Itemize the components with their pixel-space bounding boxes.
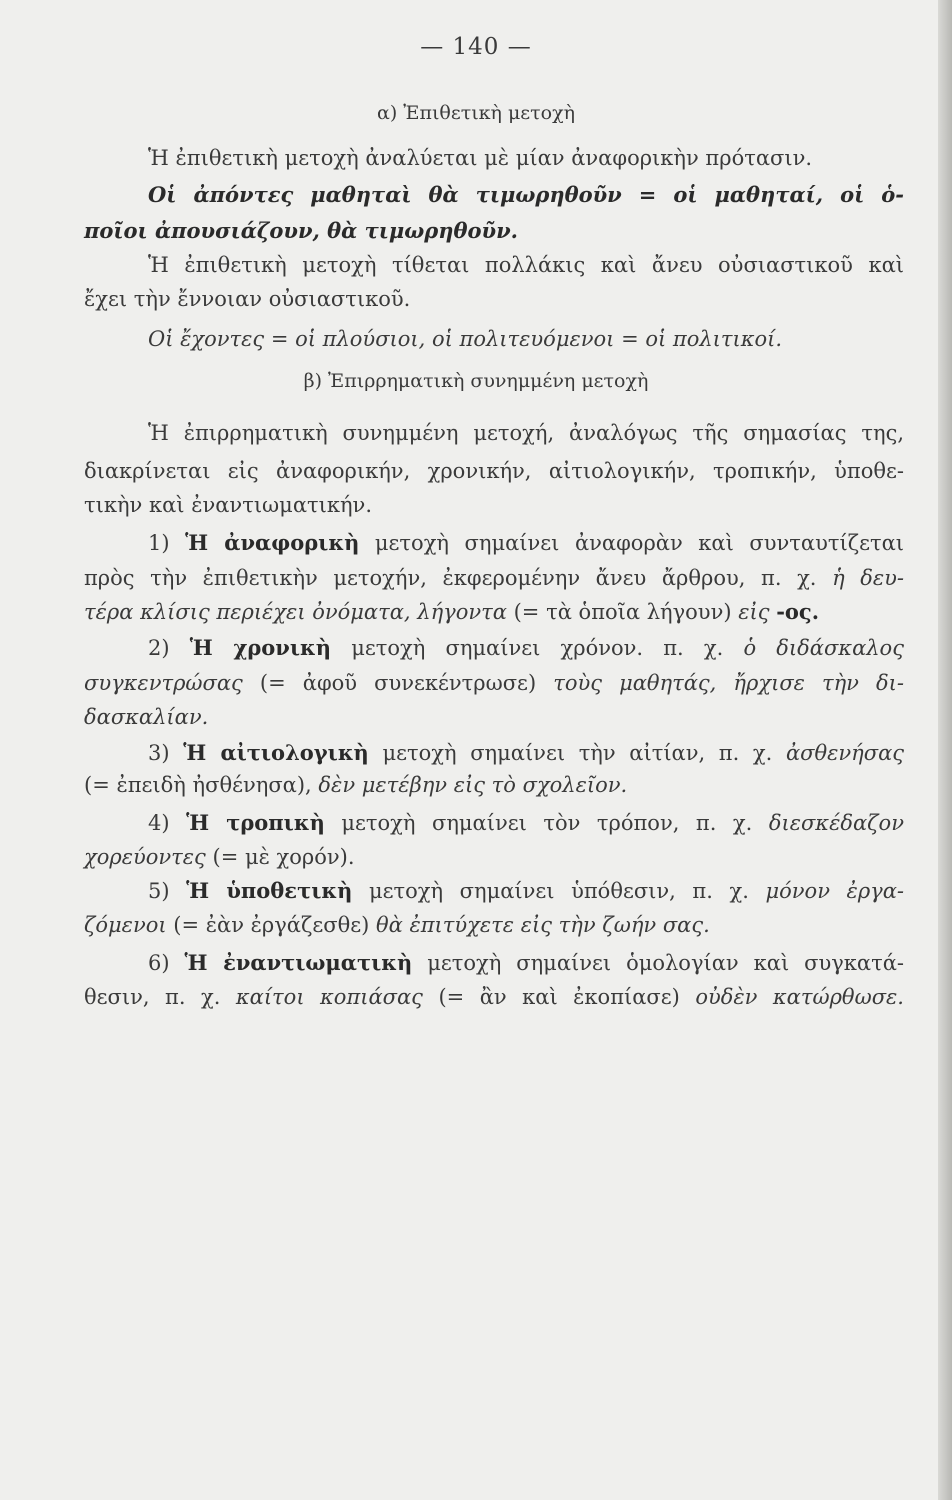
item-example: εἰς xyxy=(738,600,770,624)
item-example: τοὺς μαθητάς, ἤρχισε τὴν δι- xyxy=(553,671,904,695)
item-1-line-3 xyxy=(84,597,904,627)
sec-a-example-1-line-1: Οἱ ἀπόντες μαθηταὶ θὰ τιμωρηθοῦν = οἱ μαθηταί, οἱ ὁ- xyxy=(148,182,904,207)
item-6-line-1 xyxy=(148,948,904,978)
item-text: μετοχὴ σημαίνει τὴν αἰτίαν, π. χ. xyxy=(382,741,773,765)
sec-a-paragraph-1: Ἡ ἐπιθετικὴ μετοχὴ ἀναλύεται μὲ μίαν ἀναφορικὴν πρότασιν. xyxy=(148,146,813,170)
item-example: δὲν μετέβην εἰς τὸ σχολεῖον. xyxy=(318,773,628,797)
item-example: ὁ διδάσκαλος xyxy=(743,636,904,660)
section-a-heading: α) Ἐπιθετικὴ μετοχὴ xyxy=(376,102,575,124)
item-suffix: -ος. xyxy=(776,599,820,624)
item-term: Ἡ χρονικὴ xyxy=(189,635,332,660)
item-5-line-2 xyxy=(84,910,904,940)
item-example: καίτοι κοπιάσας xyxy=(235,985,423,1009)
section-b-heading: β) Ἐπιρρηματικὴ συνημμένη μετοχὴ xyxy=(303,370,649,392)
sec-a-example-2: Οἱ ἔχοντες = οἱ πλούσιοι, οἱ πολιτευόμενοι = οἱ πολιτικοί. xyxy=(148,327,783,351)
item-4-line-2 xyxy=(84,842,904,872)
sec-b-intro-line-2: διακρίνεται εἰς ἀναφορικήν, χρονικήν, αἰτιολογικήν, τροπικήν, ὑποθε- xyxy=(84,459,904,483)
item-example: ζόμενοι xyxy=(84,913,167,937)
item-text: πρὸς τὴν ἐπιθετικὴν μετοχήν, ἐκφερομένην ἄνευ ἄρθρου, π. χ. xyxy=(84,566,817,590)
sec-a-paragraph-2-line-2: ἔχει τὴν ἔννοιαν οὐσιαστικοῦ. xyxy=(84,287,411,311)
item-text: (= ἐὰν ἐργάζεσθε) xyxy=(173,913,370,937)
item-5-line-1 xyxy=(148,876,904,906)
item-1-line-1 xyxy=(148,528,904,558)
page-number: — 140 — xyxy=(420,34,532,60)
item-example: τέρα κλίσις περιέχει ὀνόματα, λήγοντα xyxy=(84,600,507,624)
item-text: μετοχὴ σημαίνει χρόνον. π. χ. xyxy=(351,636,724,660)
item-text: μετοχὴ σημαίνει ὑπόθεσιν, π. χ. xyxy=(368,879,749,903)
item-text: (= ἀφοῦ συνεκέντρωσε) xyxy=(259,671,537,695)
item-term: Ἡ ὑποθετικὴ xyxy=(186,878,353,903)
sec-a-example-1-line-2: ποῖοι ἀπουσιάζουν, θὰ τιμωρηθοῦν. xyxy=(84,218,518,243)
item-number: 5) xyxy=(148,879,170,903)
sec-a-paragraph-2-line-1: Ἡ ἐπιθετικὴ μετοχὴ τίθεται πολλάκις καὶ ἄνευ οὐσιαστικοῦ καὶ xyxy=(148,253,904,277)
item-4-line-1 xyxy=(148,808,904,838)
item-term: Ἡ ἀναφορικὴ xyxy=(185,530,360,555)
item-number: 1) xyxy=(148,531,170,555)
item-text: μετοχὴ σημαίνει τὸν τρόπον, π. χ. xyxy=(341,811,753,835)
item-3-line-1 xyxy=(148,738,904,768)
item-example: ἡ δευ- xyxy=(832,566,904,590)
item-term: Ἡ ἐναντιωματικὴ xyxy=(184,950,413,975)
item-6-line-2 xyxy=(84,982,904,1012)
item-text: θεσιν, π. χ. xyxy=(84,985,221,1009)
item-number: 6) xyxy=(148,951,170,975)
item-text: μετοχὴ σημαίνει ἀναφορὰν καὶ συνταυτίζεται xyxy=(374,531,904,555)
item-3-line-2 xyxy=(84,770,904,800)
sec-b-intro-line-3: τικὴν καὶ ἐναντιωματικήν. xyxy=(84,493,373,517)
item-text: (= ἂν καὶ ἐκοπίασε) xyxy=(438,985,680,1009)
item-2-line-3: δασκαλίαν. xyxy=(84,705,209,729)
item-number: 2) xyxy=(148,636,170,660)
page-edge xyxy=(938,0,952,1500)
item-2-line-1 xyxy=(148,633,904,663)
item-number: 3) xyxy=(148,741,170,765)
item-text: (= τὰ ὁποῖα λήγουν) xyxy=(513,600,732,624)
item-1-line-2 xyxy=(84,563,904,593)
sec-b-intro-line-1: Ἡ ἐπιρρηματικὴ συνημμένη μετοχή, ἀναλόγως τῆς σημασίας της, xyxy=(148,421,904,445)
item-example: θὰ ἐπιτύχετε εἰς τὴν ζωήν σας. xyxy=(375,913,710,937)
item-example: ἀσθενήσας xyxy=(785,741,905,765)
item-number: 4) xyxy=(148,811,170,835)
item-text: (= ἐπειδὴ ἠσθένησα), xyxy=(84,773,312,797)
item-example: μόνον ἐργα- xyxy=(765,879,904,903)
item-text: μετοχὴ σημαίνει ὁμολογίαν καὶ συγκατά- xyxy=(427,951,904,975)
item-example: χορεύοντες xyxy=(84,845,206,869)
item-example: οὐδὲν κατώρθωσε. xyxy=(695,985,904,1009)
item-2-line-2 xyxy=(84,668,904,698)
item-term: Ἡ τροπικὴ xyxy=(186,810,325,835)
item-example: συγκεντρώσας xyxy=(84,671,243,695)
item-text: (= μὲ χορόν). xyxy=(212,845,355,869)
item-term: Ἡ αἰτιολογικὴ xyxy=(183,740,369,765)
item-example: διεσκέδαζον xyxy=(768,811,904,835)
